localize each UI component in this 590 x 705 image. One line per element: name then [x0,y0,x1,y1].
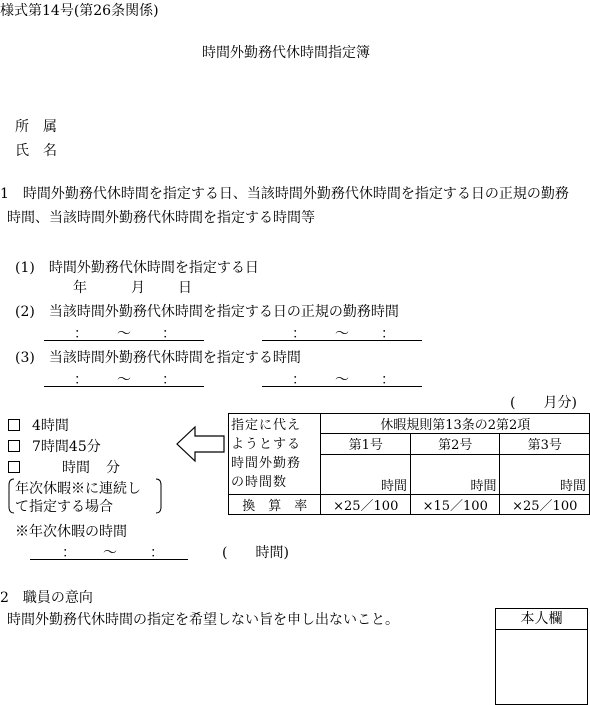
rule-header: 休暇規則第13条の2第2項 [321,414,590,434]
section2-heading: 2 職員の意向 [0,590,93,606]
option-custom[interactable]: 時間 分 [8,457,120,477]
time1-colon: ： [74,326,88,342]
left-arrow-icon [176,426,226,462]
name-label: 氏 名 [15,143,57,159]
hours-cell-2[interactable]: 時間 [410,454,500,495]
time3-tilde: ～ [117,372,131,388]
time4-colon-end: ： [381,372,395,388]
time2-colon: ： [292,326,306,342]
form-number: 様式第14号(第26条関係) [0,3,159,19]
seal-box[interactable] [495,608,588,705]
time1-colon-end: ： [162,326,176,342]
rate-label: 換 算 率 [229,495,321,515]
time4-line[interactable] [262,386,422,387]
time3-colon: ： [74,372,88,388]
time3-colon-end: ： [162,372,176,388]
item3-label: (3) 当該時間外勤務代休時間を指定する時間 [15,350,301,366]
col-header-3: 第3号 [500,434,590,454]
rate-3: ×25／100 [500,495,590,515]
item1-label: (1) 時間外勤務代休時間を指定する日 [15,260,259,276]
bracket-line1: 年次休暇※に連続し [15,481,141,497]
annual-time-line[interactable] [30,559,188,560]
checkbox-4h[interactable] [8,419,20,431]
option-7h45[interactable]: 7時間45分 [8,436,101,456]
time1-tilde: ～ [117,326,131,342]
seal-box-label: 本人欄 [496,609,587,630]
item2-label: (2) 当該時間外勤務代休時間を指定する日の正規の勤務時間 [15,304,399,320]
annual-hours: ( 時間) [222,545,289,561]
bracket-line2: て指定する場合 [15,499,113,515]
page-title: 時間外勤務代休時間指定簿 [202,45,370,61]
date-month-label: 月 [131,280,145,296]
annual-colon: ： [62,545,76,561]
time4-colon: ： [292,372,306,388]
time3-line[interactable] [44,386,204,387]
row-header-cell: 指定に代え ようとする 時間外勤務 の時間数 [229,414,321,495]
rate-2: ×15／100 [410,495,500,515]
time2-tilde: ～ [335,326,349,342]
conversion-table [228,413,590,515]
time1-line[interactable] [44,340,204,341]
affiliation-label: 所 属 [15,119,57,135]
checkbox-7h45[interactable] [8,440,20,452]
section1-heading-line1: 1 時間外勤務代休時間を指定する日、当該時間外勤務代休時間を指定する日の正規の勤務 [0,186,569,202]
annual-colon-end: ： [150,545,164,561]
date-day-label: 日 [178,280,192,296]
option-4h[interactable]: 4時間 [8,415,69,435]
hours-cell-3[interactable]: 時間 [500,454,590,495]
annual-leave-note: ※年次休暇の時間 [15,524,127,540]
col-header-1: 第1号 [321,434,411,454]
month-note: ( 月分) [510,395,577,411]
checkbox-custom[interactable] [8,461,20,473]
section2-statement: 時間外勤務代休時間の指定を希望しない旨を申し出ないこと。 [7,612,399,628]
time2-line[interactable] [262,340,422,341]
col-header-2: 第2号 [410,434,500,454]
annual-tilde: ～ [103,545,117,561]
section1-heading-line2: 時間、当該時間外勤務代休時間を指定する時間等 [7,210,315,226]
time4-tilde: ～ [335,372,349,388]
date-year-label: 年 [73,280,87,296]
hours-cell-1[interactable]: 時間 [321,454,411,495]
rate-1: ×25／100 [321,495,411,515]
time2-colon-end: ： [381,326,395,342]
